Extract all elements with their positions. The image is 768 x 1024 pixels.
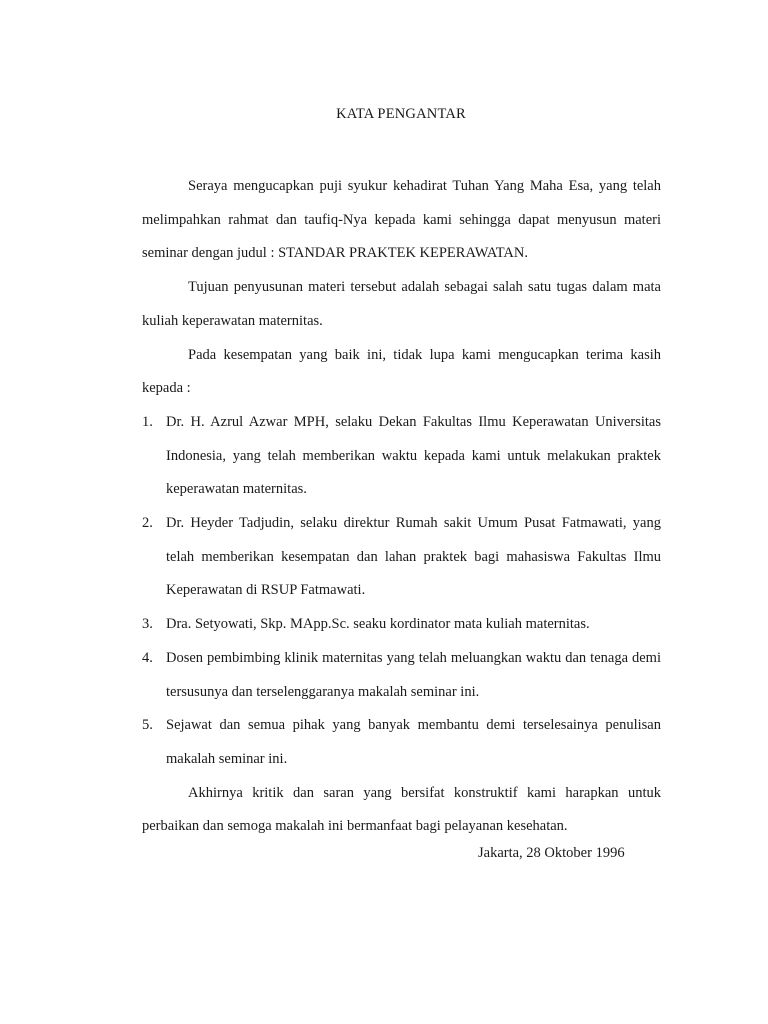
list-item-number: 3.	[142, 616, 153, 633]
paragraph-purpose: Tujuan penyusunan materi tersebut adalah sebagai salah satu tugas dalam mata kuliah keperawatan maternitas.	[142, 279, 661, 329]
list-item	[142, 709, 661, 776]
list-item-text: Dra. Setyowati, Skp. MApp.Sc. seaku kordinator mata kuliah maternitas.	[166, 616, 590, 633]
paragraph-thanks-intro: Pada kesempatan yang baik ini, tidak lupa kami mengucapkan terima kasih kepada :	[142, 346, 661, 397]
document-title: KATA PENGANTAR	[336, 106, 466, 122]
paragraph-closing: Akhirnya kritik dan saran yang bersifat konstruktif kami harapkan untuk perbaikan dan semoga makalah ini bermanfaat bagi pelayanan kesehatan.	[142, 784, 661, 835]
list-item-text: Dr. H. Azrul Azwar MPH, selaku Dekan Fakultas Ilmu Keperawatan Universitas Indonesia, yang telah memberikan waktu kepada kami untuk melakukan praktek keperawatan maternitas.	[166, 413, 661, 498]
list-item	[142, 608, 661, 642]
list-item-number: 2.	[142, 515, 153, 532]
list-item-text: Dr. Heyder Tadjudin, selaku direktur Rumah sakit Umum Pusat Fatmawati, yang telah memberikan kesempatan dan lahan praktek bagi mahasiswa Fakultas Ilmu Keperawatan di RSUP Fatmawati.	[166, 515, 661, 599]
list-item-number: 4.	[142, 649, 153, 666]
list-item	[142, 507, 661, 608]
list-item-number: 1.	[142, 413, 153, 430]
place-date-signoff: Jakarta, 28 Oktober 1996	[478, 845, 625, 861]
list-item-number: 5.	[142, 717, 153, 734]
acknowledgement-list	[142, 406, 661, 777]
list-item-text: Sejawat dan semua pihak yang banyak membantu demi terselesainya penulisan makalah seminar ini.	[166, 717, 661, 767]
list-item	[142, 642, 661, 709]
document-body	[142, 170, 661, 844]
list-item	[142, 406, 661, 507]
paragraph-opening: Seraya mengucapkan puji syukur kehadirat Tuhan Yang Maha Esa, yang telah melimpahkan rahmat dan taufiq-Nya kepada kami sehingga dapat menyusun materi seminar dengan judul : STANDAR PRAKTEK KEPERAWATAN.	[142, 178, 661, 262]
list-item-text: Dosen pembimbing klinik maternitas yang telah meluangkan waktu dan tenaga demi tersusunya dan terselenggaranya makalah seminar ini.	[166, 649, 661, 700]
